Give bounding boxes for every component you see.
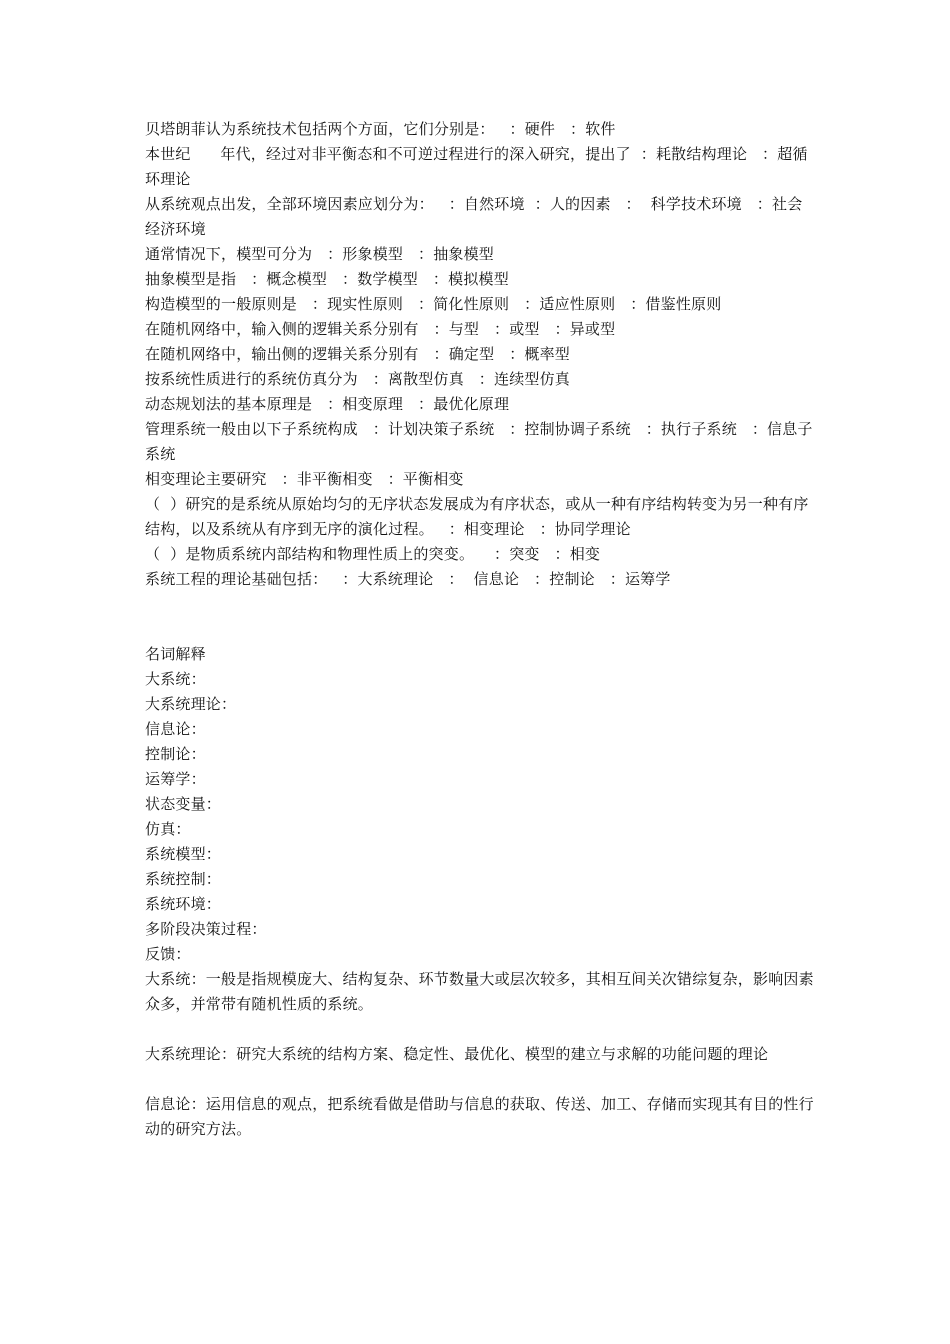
definition-paragraph: 大系统理论：研究大系统的结构方案、稳定性、最优化、模型的建立与求解的功能问题的理论 — [145, 1045, 769, 1063]
fill-in-line: （ ）是物质系统内部结构和物理性质上的突变。 ：突变 ：相变 — [145, 545, 601, 563]
fill-in-line: 动态规划法的基本原理是 ：相变原理 ：最优化原理 — [145, 395, 510, 413]
term-item: 控制论： — [145, 745, 206, 763]
fill-in-line: 按系统性质进行的系统仿真分为 ：离散型仿真 ：连续型仿真 — [145, 370, 571, 388]
terms-list — [145, 667, 815, 967]
term-item: 仿真： — [145, 820, 191, 838]
term-item: 反馈： — [145, 945, 191, 963]
fill-in-line: 贝塔朗菲认为系统技术包括两个方面，它们分别是： ：硬件 ：软件 — [145, 120, 616, 138]
fill-in-line: （ ）研究的是系统从原始均匀的无序状态发展成为有序状态，或从一种有序结构转变为另一种有序结构，以及系统从有序到无序的演化过程。 ：相变理论 ：协同学理论 — [145, 495, 809, 538]
term-item: 大系统理论： — [145, 695, 237, 713]
fill-in-line: 相变理论主要研究 ：非平衡相变 ：平衡相变 — [145, 470, 464, 488]
term-item: 系统模型： — [145, 845, 222, 863]
paragraph-spacer — [145, 1067, 815, 1092]
fill-in-line: 在随机网络中，输出侧的逻辑关系分别有 ：确定型 ：概率型 — [145, 345, 571, 363]
term-item: 信息论： — [145, 720, 206, 738]
definition-paragraph: 大系统：一般是指规模庞大、结构复杂、环节数量大或层次较多，其相互间关次错综复杂，影响因素众多，并常带有随机性质的系统。 — [145, 970, 814, 1013]
fill-in-line: 构造模型的一般原则是 ：现实性原则 ：简化性原则 ：适应性原则 ：借鉴性原则 — [145, 295, 722, 313]
term-item: 状态变量： — [145, 795, 222, 813]
fill-in-line: 管理系统一般由以下子系统构成 ：计划决策子系统 ：控制协调子系统 ：执行子系统 ：信息子系统 — [145, 420, 813, 463]
section-spacer — [145, 592, 815, 642]
term-item: 系统控制： — [145, 870, 222, 888]
fill-in-line: 通常情况下，模型可分为 ：形象模型 ：抽象模型 — [145, 245, 495, 263]
definition-paragraph: 信息论：运用信息的观点，把系统看做是借助与信息的获取、传送、加工、存储而实现其有目的性行动的研究方法。 — [145, 1095, 814, 1138]
fill-in-line: 从系统观点出发，全部环境因素应划分为： ：自然环境 ：人的因素 ： 科学技术环境 ：社会经济环境 — [145, 195, 803, 238]
term-item: 系统环境： — [145, 895, 222, 913]
term-item: 大系统： — [145, 670, 206, 688]
fill-in-section — [145, 117, 815, 592]
term-item: 运筹学： — [145, 770, 206, 788]
term-item: 多阶段决策过程： — [145, 920, 267, 938]
fill-in-line: 系统工程的理论基础包括： ：大系统理论 ： 信息论 ：控制论 ：运筹学 — [145, 570, 671, 588]
fill-in-line: 本世纪 年代，经过对非平衡态和不可逆过程进行的深入研究，提出了 ：耗散结构理论 ：超循环理论 — [145, 145, 808, 188]
paragraph-spacer — [145, 1017, 815, 1042]
fill-in-line: 抽象模型是指 ：概念模型 ：数学模型 ：模拟模型 — [145, 270, 509, 288]
section-heading: 名词解释 — [145, 645, 206, 663]
document-page — [145, 117, 815, 1142]
definitions-list — [145, 967, 815, 1142]
fill-in-line: 在随机网络中，输入侧的逻辑关系分别有 ：与型 ：或型 ：异或型 — [145, 320, 616, 338]
